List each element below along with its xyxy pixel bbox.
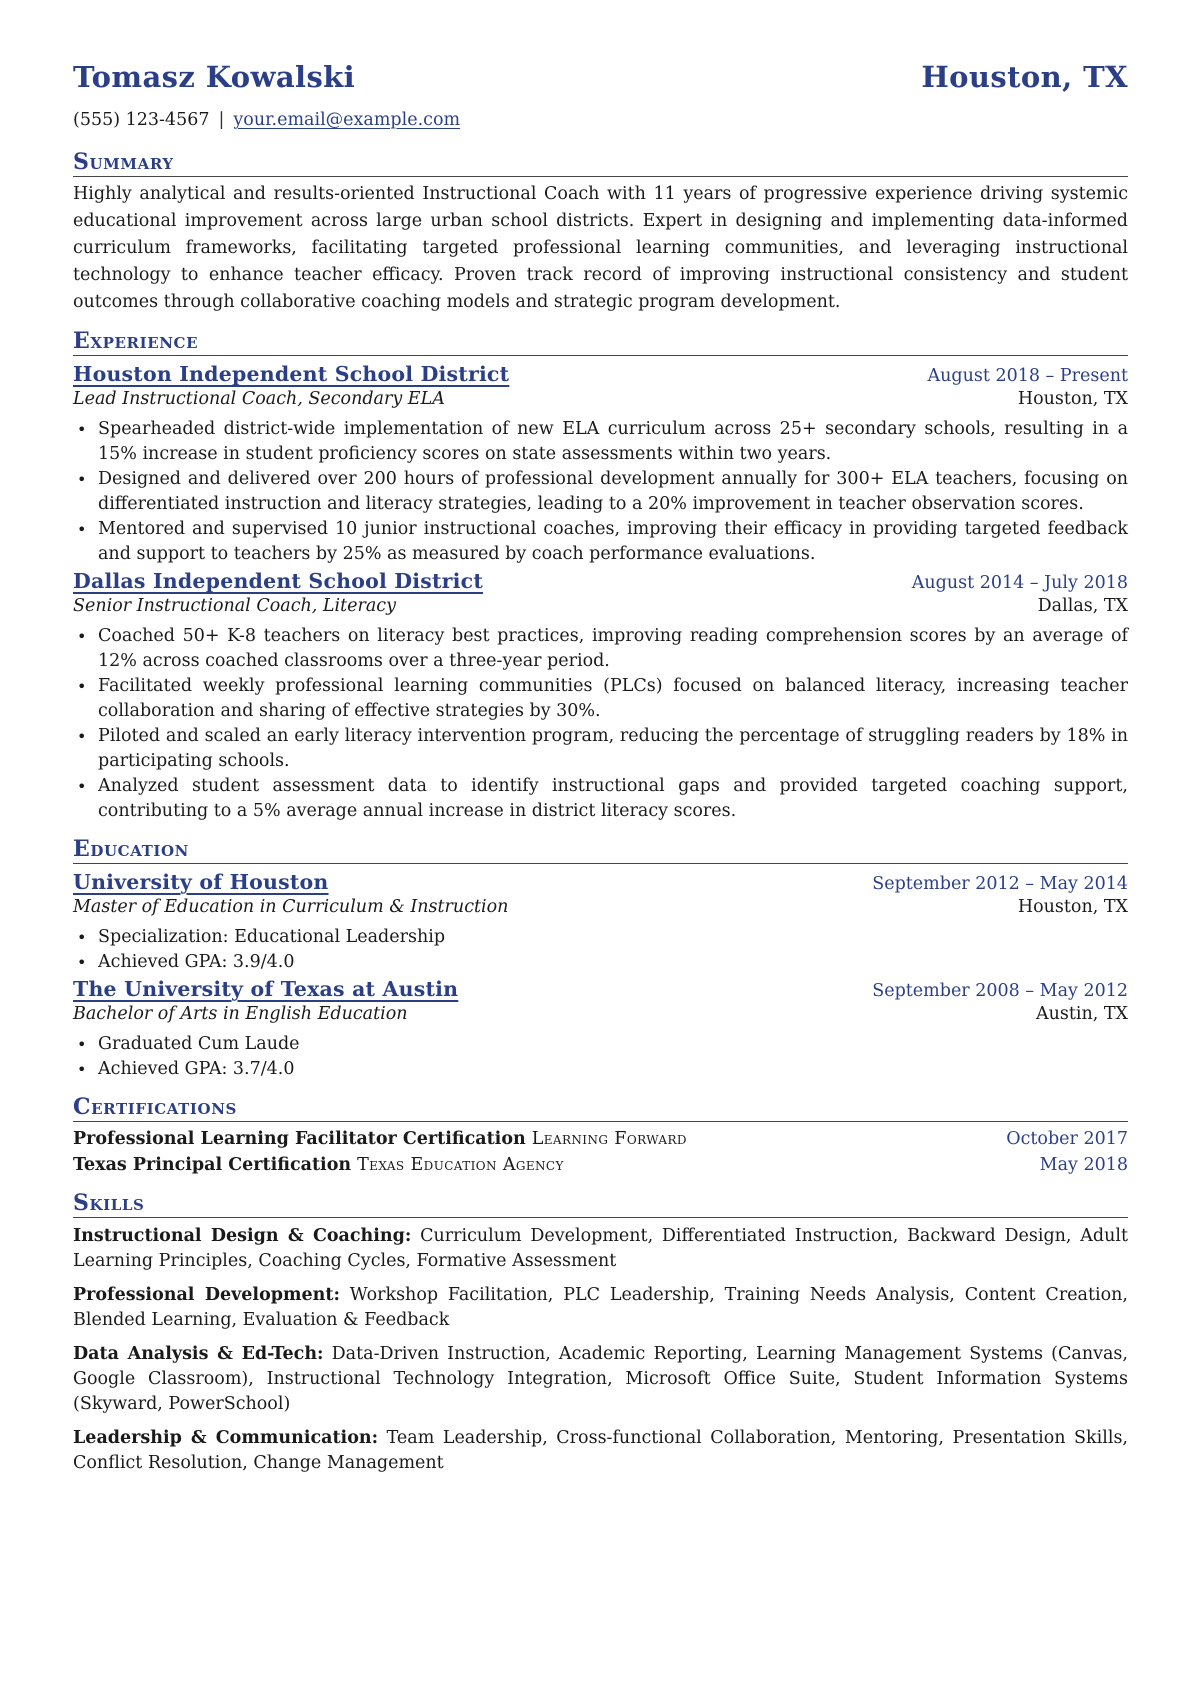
skill-items: Data-Driven Instruction, Academic Reporting, Learning Management Systems (Canvas, Google Classroom), Instructional Technology Integration, Microsoft Office Suite, Student Information Systems (Skyward, PowerSchool) <box>73 1344 1128 1414</box>
education-bullets <box>73 1032 1128 1082</box>
contact-line <box>73 110 1128 137</box>
education-entry <box>73 977 1128 1082</box>
bullet-item: • Spearheaded district-wide implementation of new ELA curriculum across 25+ secondary schools, resulting in a 15% increase in student proficiency scores on state assessments within two years. <box>73 417 1128 467</box>
bullet-item: • Specialization: Educational Leadership <box>73 925 1128 950</box>
job-role: Lead Instructional Coach, Secondary ELA <box>73 389 445 409</box>
summary-text: Highly analytical and results-oriented Instructional Coach with 11 years of progressive experience driving systemic educational improvement across large urban school districts. Expert in designing and implementing data-informed curriculum frameworks, facilitating targeted professional learning communities, and leveraging instructional technology to enhance teacher efficacy. Proven track record of improving instructional consistency and student outcomes through collaborative coaching models and strategic program development. <box>73 184 1128 312</box>
skill-category: Data Analysis & Ed-Tech: <box>73 1344 324 1364</box>
skill-group <box>73 1224 1128 1274</box>
certification-issuer: Texas Education Agency <box>357 1155 564 1175</box>
bullet-item: • Analyzed student assessment data to identify instructional gaps and provided targeted coaching support, contributing to a 5% average annual increase in district literacy scores. <box>73 774 1128 824</box>
skill-group <box>73 1342 1128 1417</box>
job-subheader <box>73 389 1128 409</box>
job-entry <box>73 362 1128 567</box>
candidate-location: Houston, TX <box>921 60 1128 94</box>
skill-category: Leadership & Communication: <box>73 1428 379 1448</box>
skill-items: Team Leadership, Cross-functional Collaboration, Mentoring, Presentation Skills, Conflict Resolution, Change Management <box>73 1428 1128 1473</box>
bullet-item: • Piloted and scaled an early literacy intervention program, reducing the percentage of struggling readers by 18% in participating schools. <box>73 724 1128 774</box>
skill-category: Instructional Design & Coaching: <box>73 1226 412 1246</box>
email-link[interactable]: your.email@example.com <box>233 110 461 130</box>
education-subheader <box>73 1004 1128 1024</box>
education-entry <box>73 870 1128 975</box>
bullet-item: • Achieved GPA: 3.9/4.0 <box>73 950 1128 975</box>
education-dates: September 2008 – May 2012 <box>872 981 1128 1001</box>
skill-category: Professional Development: <box>73 1285 340 1305</box>
bullet-item: • Achieved GPA: 3.7/4.0 <box>73 1057 1128 1082</box>
education-subheader <box>73 897 1128 917</box>
education-bullets <box>73 925 1128 975</box>
bullet-item: • Facilitated weekly professional learning communities (PLCs) focused on balanced literacy, increasing teacher collaboration and sharing of effective strategies by 30%. <box>73 674 1128 724</box>
certification-name: Professional Learning Facilitator Certification <box>73 1129 526 1149</box>
certification-date: October 2017 <box>1006 1129 1128 1149</box>
certification-label <box>73 1126 687 1152</box>
job-header <box>73 569 1128 593</box>
certification-item <box>73 1126 1128 1152</box>
section-title-summary: Summary <box>73 149 1128 177</box>
bullet-item: • Graduated Cum Laude <box>73 1032 1128 1057</box>
degree-name: Master of Education in Curriculum & Instruction <box>73 897 509 917</box>
resume-header <box>73 60 1128 106</box>
school-location: Houston, TX <box>1017 897 1128 917</box>
job-dates: August 2018 – Present <box>927 366 1128 386</box>
section-title-skills: Skills <box>73 1190 1128 1218</box>
school-link[interactable]: The University of Texas at Austin <box>73 977 459 1001</box>
school-location: Austin, TX <box>1035 1004 1128 1024</box>
job-bullets <box>73 417 1128 567</box>
certification-item <box>73 1152 1128 1178</box>
candidate-name: Tomasz Kowalski <box>73 60 356 94</box>
job-header <box>73 362 1128 386</box>
section-title-education: Education <box>73 836 1128 864</box>
certification-list <box>73 1126 1128 1178</box>
job-location: Dallas, TX <box>1037 596 1128 616</box>
bullet-item: • Designed and delivered over 200 hours of professional development annually for 300+ ELA teachers, focusing on differentiated instruction and literacy strategies, leading to a 20% improvement in teacher observation scores. <box>73 467 1128 517</box>
skill-items: Curriculum Development, Differentiated Instruction, Backward Design, Adult Learning Principles, Coaching Cycles, Formative Assessment <box>73 1226 1128 1271</box>
job-entry <box>73 569 1128 824</box>
certification-date: May 2018 <box>1039 1155 1128 1175</box>
section-title-experience: Experience <box>73 328 1128 356</box>
skill-group <box>73 1283 1128 1333</box>
job-dates: August 2014 – July 2018 <box>911 573 1128 593</box>
employer-link[interactable]: Houston Independent School District <box>73 362 510 386</box>
education-header <box>73 977 1128 1001</box>
job-bullets <box>73 624 1128 824</box>
phone-number: (555) 123-4567 <box>73 110 210 130</box>
certification-issuer: Learning Forward <box>531 1129 687 1149</box>
job-subheader <box>73 596 1128 616</box>
job-location: Houston, TX <box>1017 389 1128 409</box>
contact-separator: | <box>218 110 225 130</box>
employer-link[interactable]: Dallas Independent School District <box>73 569 484 593</box>
education-dates: September 2012 – May 2014 <box>872 874 1128 894</box>
resume-page <box>73 60 1128 1476</box>
skill-items: Workshop Facilitation, PLC Leadership, Training Needs Analysis, Content Creation, Blended Learning, Evaluation & Feedback <box>73 1285 1128 1330</box>
bullet-item: • Coached 50+ K-8 teachers on literacy best practices, improving reading comprehension scores by an average of 12% across coached classrooms over a three-year period. <box>73 624 1128 674</box>
certification-label <box>73 1152 564 1178</box>
section-title-certifications: Certifications <box>73 1094 1128 1122</box>
bullet-item: • Mentored and supervised 10 junior instructional coaches, improving their efficacy in providing targeted feedback and support to teachers by 25% as measured by coach performance evaluations. <box>73 517 1128 567</box>
certification-name: Texas Principal Certification <box>73 1155 352 1175</box>
skill-group <box>73 1426 1128 1476</box>
degree-name: Bachelor of Arts in English Education <box>73 1004 408 1024</box>
job-role: Senior Instructional Coach, Literacy <box>73 596 396 616</box>
school-link[interactable]: University of Houston <box>73 870 329 894</box>
education-header <box>73 870 1128 894</box>
